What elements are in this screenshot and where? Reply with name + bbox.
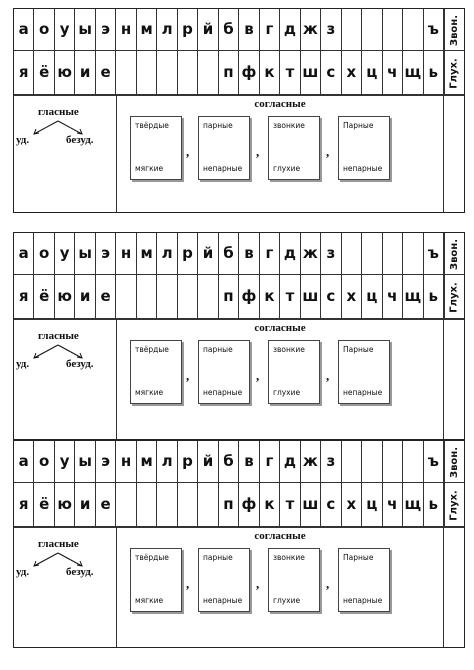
letter-cell: э [96,233,116,275]
separator-comma: , [186,576,190,591]
consonants-title: согласные [254,530,306,542]
letter-cell: д [280,441,300,483]
letter-cell: о [34,233,54,275]
letter-cell: г [260,9,280,51]
voiced-label [444,9,464,51]
letter-cell: з [321,233,341,275]
letter-cell: т [280,275,300,319]
letter-cell: ё [34,51,54,95]
letter-cell: е [96,275,116,319]
letter-cell [178,275,198,319]
consonant-category-box [268,548,320,612]
consonant-category-box [130,340,182,404]
letter-cell: л [157,9,177,51]
vowels-title: гласные [38,106,79,118]
separator-comma: , [256,144,260,159]
voiced-label-text: Звон. [449,238,461,270]
letter-cell: ч [383,275,403,319]
letter-cell: б [219,233,239,275]
letter-cell: з [321,9,341,51]
letter-cell [362,9,382,51]
unstressed-label: безуд. [66,566,94,578]
letter-cell: з [321,441,341,483]
letter-cell [198,51,218,95]
letter-cell: у [55,233,75,275]
letter-cell: ч [383,51,403,95]
letter-cell: я [14,275,34,319]
separator-comma: , [256,368,260,383]
letter-cell: р [178,441,198,483]
stressed-label: уд. [16,134,30,146]
letter-cell: й [198,441,218,483]
letter-cell: ы [75,9,95,51]
letter-cell: ё [34,483,54,527]
separator-comma: , [256,576,260,591]
letter-cell: ы [75,233,95,275]
letter-cell: п [219,51,239,95]
letter-cell: ж [301,233,321,275]
separator-comma: , [326,576,330,591]
letter-cell: г [260,233,280,275]
letter-cell: г [260,441,280,483]
classification-section [14,95,464,212]
letter-cell: с [321,483,341,527]
letter-grid [14,233,464,319]
letter-cell: б [219,441,239,483]
letter-cell [137,483,157,527]
letter-cell: ь [424,275,444,319]
letter-cell: о [34,441,54,483]
letter-cell: в [239,233,259,275]
letter-cell [137,51,157,95]
voiceless-label-text: Глух. [449,57,460,89]
letter-cell: е [96,51,116,95]
letter-cell: р [178,9,198,51]
category-bottom-label: глухие [273,596,301,605]
letter-cell: м [137,9,157,51]
stressed-label: уд. [16,566,30,578]
letter-cell [342,9,362,51]
category-top-label: звонкие [273,121,305,130]
letter-cell: т [280,483,300,527]
letter-cell [137,275,157,319]
letter-cell: в [239,441,259,483]
consonants-title: согласные [254,322,306,334]
vowels-title: гласные [38,538,79,550]
classification-section [14,319,464,439]
letter-cell [178,51,198,95]
consonant-category-box [198,340,250,404]
category-bottom-label: непарные [203,388,243,397]
letter-grid [14,441,464,527]
letter-cell: э [96,9,116,51]
separator-comma: , [186,144,190,159]
letter-cell: ё [34,275,54,319]
letter-cell: ж [301,9,321,51]
category-top-label: Парные [343,345,374,354]
letter-cell: ш [301,275,321,319]
letter-cell: е [96,483,116,527]
category-bottom-label: непарные [343,388,383,397]
letter-cell: к [260,275,280,319]
letter-cell: ф [239,483,259,527]
letter-cell [157,51,177,95]
consonant-category-box [198,116,250,180]
letter-cell: о [34,9,54,51]
letter-cell: я [14,51,34,95]
consonant-category-box [268,340,320,404]
card-2 [13,232,465,440]
letter-cell: д [280,233,300,275]
category-top-label: парные [203,345,233,354]
consonant-category-box [338,340,390,404]
category-top-label: твёрдые [135,345,169,354]
letter-cell: н [116,9,136,51]
letter-cell [403,233,423,275]
consonant-category-box [268,116,320,180]
category-top-label: звонкие [273,345,305,354]
consonant-category-box [198,548,250,612]
letter-cell: щ [403,51,423,95]
category-bottom-label: мягкие [135,388,164,397]
letter-cell: щ [403,483,423,527]
letter-cell: и [75,51,95,95]
vowels-diagram [14,320,117,439]
category-bottom-label: непарные [203,164,243,173]
category-top-label: парные [203,553,233,562]
voiced-label [444,441,464,483]
letter-cell: ю [55,483,75,527]
category-top-label: твёрдые [135,553,169,562]
card-3 [13,440,465,648]
letter-cell [116,275,136,319]
letter-cell: ц [362,275,382,319]
stressed-label: уд. [16,358,30,370]
category-top-label: парные [203,121,233,130]
unstressed-label: безуд. [66,358,94,370]
letter-cell [116,483,136,527]
vowels-title: гласные [38,330,79,342]
consonants-title: согласные [254,98,306,110]
letter-cell [383,441,403,483]
letter-cell: х [342,483,362,527]
letter-cell: с [321,275,341,319]
voiceless-label [444,51,464,95]
letter-cell [403,9,423,51]
letter-cell: к [260,51,280,95]
category-bottom-label: непарные [343,596,383,605]
letter-cell: м [137,441,157,483]
letter-cell: ю [55,275,75,319]
voiced-label-text: Звон. [449,14,461,46]
letter-cell: ъ [424,441,444,483]
category-bottom-label: глухие [273,388,301,397]
letter-cell [383,9,403,51]
letter-cell: п [219,483,239,527]
letter-cell: а [14,9,34,51]
letter-cell: ь [424,483,444,527]
letter-cell: в [239,9,259,51]
letter-cell [198,483,218,527]
letter-cell: щ [403,275,423,319]
card-1 [13,8,465,213]
letter-cell: у [55,9,75,51]
letter-cell: х [342,275,362,319]
letter-cell: а [14,233,34,275]
category-bottom-label: непарные [203,596,243,605]
unstressed-label: безуд. [66,134,94,146]
voiceless-label [444,483,464,527]
voiceless-label [444,275,464,319]
letter-cell [342,441,362,483]
letter-cell: ф [239,275,259,319]
letter-cell: к [260,483,280,527]
category-top-label: Парные [343,121,374,130]
letter-cell: ф [239,51,259,95]
letter-cell: ц [362,51,382,95]
consonants-diagram [116,320,444,439]
letter-cell: ш [301,51,321,95]
voiced-label-text: Звон. [449,446,461,478]
category-top-label: звонкие [273,553,305,562]
letter-cell: й [198,9,218,51]
voiced-label [444,233,464,275]
separator-comma: , [326,368,330,383]
category-bottom-label: непарные [343,164,383,173]
consonants-diagram [116,528,444,647]
letter-cell: р [178,233,198,275]
voiceless-label-text: Глух. [449,489,460,521]
letter-cell [157,275,177,319]
letter-cell: а [14,441,34,483]
right-column [443,320,464,439]
letter-grid [14,9,464,95]
letter-cell: п [219,275,239,319]
separator-comma: , [186,368,190,383]
letter-cell: ь [424,51,444,95]
letter-cell: э [96,441,116,483]
vowels-diagram [14,528,117,647]
letter-cell: д [280,9,300,51]
letter-cell: с [321,51,341,95]
consonant-category-box [338,548,390,612]
letter-cell [362,441,382,483]
letter-cell [198,275,218,319]
letter-cell [178,483,198,527]
consonant-category-box [338,116,390,180]
letter-cell: ч [383,483,403,527]
consonants-diagram [116,96,444,212]
letter-cell: н [116,233,136,275]
letter-cell: и [75,275,95,319]
category-top-label: Парные [343,553,374,562]
letter-cell [403,441,423,483]
right-column [443,96,464,212]
letter-cell [342,233,362,275]
letter-cell: н [116,441,136,483]
category-top-label: твёрдые [135,121,169,130]
separator-comma: , [326,144,330,159]
category-bottom-label: мягкие [135,164,164,173]
letter-cell: т [280,51,300,95]
letter-cell [157,483,177,527]
letter-cell: ы [75,441,95,483]
category-bottom-label: мягкие [135,596,164,605]
letter-cell: у [55,441,75,483]
letter-cell: м [137,233,157,275]
letter-cell [362,233,382,275]
letter-cell: б [219,9,239,51]
letter-cell: й [198,233,218,275]
letter-cell: л [157,233,177,275]
letter-cell: я [14,483,34,527]
letter-cell: х [342,51,362,95]
category-bottom-label: глухие [273,164,301,173]
letter-cell: и [75,483,95,527]
letter-cell [383,233,403,275]
right-column [443,528,464,647]
letter-cell: ц [362,483,382,527]
consonant-category-box [130,116,182,180]
letter-cell: ъ [424,9,444,51]
consonant-category-box [130,548,182,612]
voiceless-label-text: Глух. [449,281,460,313]
letter-cell: л [157,441,177,483]
letter-cell: ш [301,483,321,527]
letter-cell [116,51,136,95]
vowels-diagram [14,96,117,212]
classification-section [14,527,464,647]
letter-cell: ъ [424,233,444,275]
letter-cell: ж [301,441,321,483]
letter-cell: ю [55,51,75,95]
